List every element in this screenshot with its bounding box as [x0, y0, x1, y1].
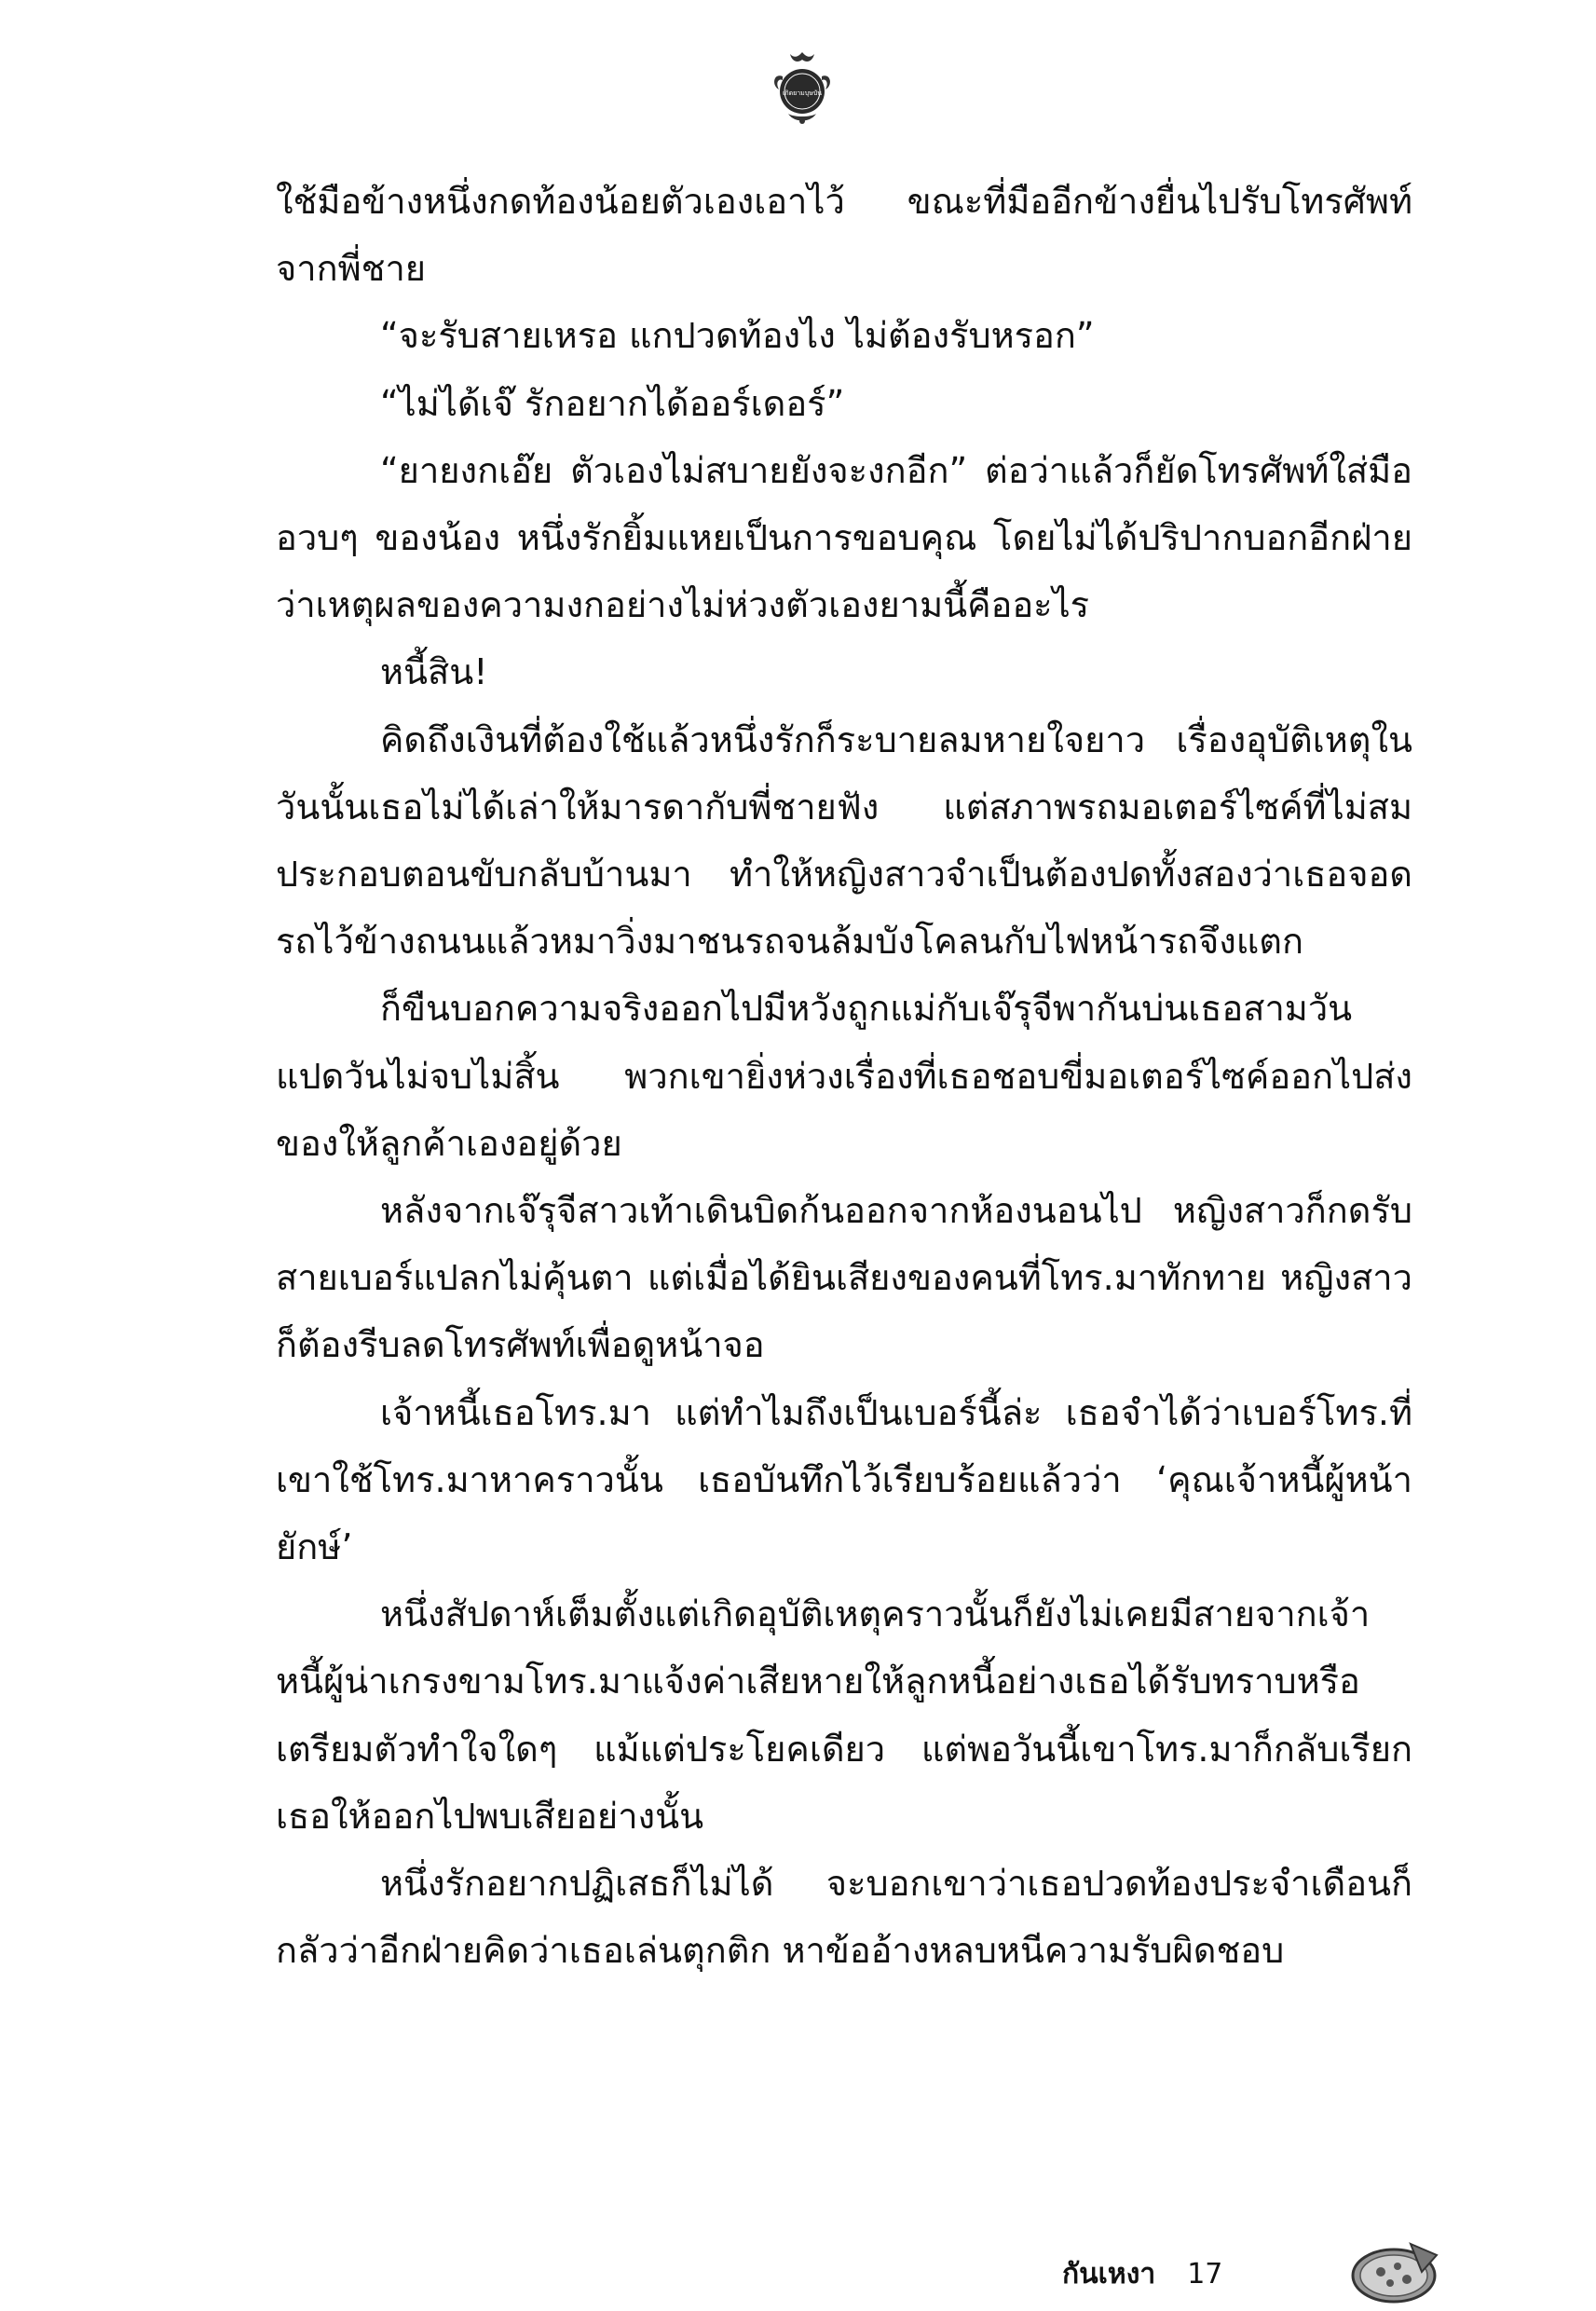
paragraph-10: หนึ่งสัปดาห์เต็มตั้งแต่เกิดอุบัติเหตุคราวนั้นก็ยังไม่เคยมีสายจากเจ้าหนี้ผู้น่าเกรงขามโทร.มาแจ้งค่าเสียหายให้ลูกหนี้อย่างเธอได้รับทราบหรือเตรียมตัวทำใจใดๆ แม้แต่ประโยคเดียว แต่พอวันนี้เขาโทร.มาก็กลับเรียกเธอให้ออกไปพบเสียอย่างนั้น [276, 1593, 1412, 1837]
paragraph-9: เจ้าหนี้เธอโทร.มา แต่ทำไมถึงเป็นเบอร์นี้ล่ะ เธอจำได้ว่าเบอร์โทร.ที่เขาใช้โทร.มาหาคราวนั้น เธอบันทึกไว้เรียบร้อยแล้วว่า ‘คุณเจ้าหนี้ผู้หน้ายักษ์’ [276, 1391, 1412, 1568]
paragraph-11: หนึ่งรักอยากปฏิเสธก็ไม่ได้ จะบอกเขาว่าเธอปวดท้องประจำเดือนก็กลัวว่าอีกฝ่ายคิดว่าเธอเล่นตุกติก หาข้ออ้างหลบหนีความรับผิดชอบ [276, 1863, 1412, 1972]
page-number: 17 [1187, 2257, 1223, 2290]
paragraph-6: คิดถึงเงินที่ต้องใช้แล้วหนึ่งรักก็ระบายลมหายใจยาว เรื่องอุบัติเหตุในวันนั้นเธอไม่ได้เล่าให้มารดากับพี่ชายฟัง แต่สภาพรถมอเตอร์ไซค์ที่ไม่สมประกอบตอนขับกลับบ้านมา ทำให้หญิงสาวจำเป็นต้องปดทั้งสองว่าเธอจอดรถไว้ข้างถนนแล้วหมาวิ่งมาชนรถจนล้มบังโคลนกับไฟหน้ารถจึงแตก [276, 718, 1412, 963]
paragraph-2: “จะรับสายเหรอ แกปวดท้องไง ไม่ต้องรับหรอก” [380, 315, 1095, 357]
paragraph-3: “ไม่ได้เจ๊ รักอยากได้ออร์เดอร์” [380, 382, 845, 424]
book-title: กันเหงา [1062, 2257, 1156, 2290]
paragraph-4: “ยายงกเอ๊ย ตัวเองไม่สบายยังจะงกอีก” ต่อว่าแล้วก็ยัดโทรศัพท์ใส่มืออวบๆ ของน้อง หนึ่งรักยิ้มแหยเป็นการขอบคุณ โดยไม่ได้ปริปากบอกอีกฝ่ายว่าเหตุผลของความงกอย่างไม่ห่วงตัวเองยามนี้คืออะไร [276, 449, 1412, 626]
paragraph-8: หลังจากเจ๊รุจีสาวเท้าเดินบิดก้นออกจากห้องนอนไป หญิงสาวก็กดรับสายเบอร์แปลกไม่คุ้นตา แต่เมื่อได้ยินเสียงของคนที่โทร.มาทักทาย หญิงสาวก็ต้องรีบลดโทรศัพท์เพื่อดูหน้าจอ [276, 1190, 1412, 1366]
paragraph-7: ก็ขืนบอกความจริงออกไปมีหวังถูกแม่กับเจ๊รุจีพากันบ่นเธอสามวันแปดวันไม่จบไม่สิ้น พวกเขายิ่งห่วงเรื่องที่เธอชอบขี่มอเตอร์ไซค์ออกไปส่งของให้ลูกค้าเองอยู่ด้วย [276, 988, 1412, 1164]
paragraph-5: หนี้สิน! [380, 651, 488, 693]
body-text [276, 168, 1412, 1984]
header-ornament-logo [770, 48, 835, 129]
page-footer [1062, 2246, 1222, 2302]
pizza-icon [1349, 2235, 1440, 2307]
ornament-text: เกิดยามบุษบัน [782, 89, 823, 97]
paragraph-1: ใช้มือข้างหนึ่งกดท้องน้อยตัวเองเอาไว้ ขณะที่มืออีกข้างยื่นไปรับโทรศัพท์จากพี่ชาย [276, 181, 1412, 290]
